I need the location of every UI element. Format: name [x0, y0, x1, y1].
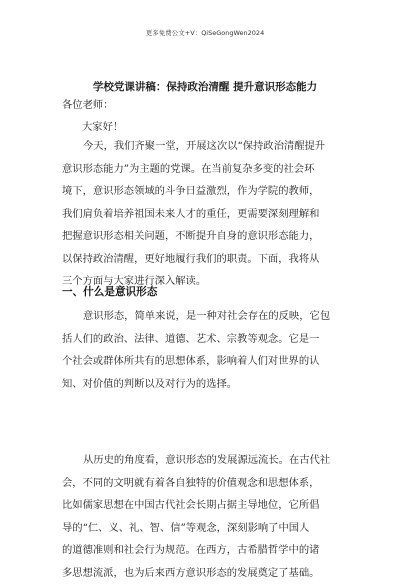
text-line: 把握意识形态相关问题，不断提升自身的意识形态能力， [62, 225, 362, 248]
section-heading: 一、什么是意识形态 [62, 284, 157, 299]
paragraph-history [62, 449, 362, 584]
text-line: 多思想流派，也为后来西方意识形态的发展奠定了基础。 [62, 562, 362, 584]
text-line: 境下，意识形态领域的斗争日益激烈，作为学院的教师， [62, 180, 362, 203]
text-line: 以保持政治清醒，更好地履行我们的职责。下面，我将从 [62, 248, 362, 271]
greeting: 大家好！ [82, 118, 123, 133]
text-line: 今天，我们齐聚一堂，开展这次以“保持政治清醒提升 [62, 135, 362, 158]
text-line: 比如儒家思想在中国古代社会长期占据主导地位，它所倡 [62, 494, 362, 517]
text-line: 三个方面与大家进行深入解读。 [62, 270, 362, 293]
text-line: 意识形态，简单来说，是一种对社会存在的反映，它包 [62, 305, 362, 328]
text-line: 从历史的角度看，意识形态的发展源远流长。在古代社 [62, 449, 362, 472]
salutation: 各位老师： [62, 96, 113, 111]
text-line: 知、对价值的判断以及对行为的选择。 [62, 373, 362, 396]
text-line: 会，不同的文明就有着各自独特的价值观念和思想体系， [62, 472, 362, 495]
header-note: 更多免费公文+V：QiSeGongWen2024 [0, 28, 410, 37]
text-line: 我们肩负着培养祖国未来人才的重任，更需要深刻理解和 [62, 203, 362, 226]
text-line: 的道德准则和社会行为规范。在西方，古希腊哲学中的诸 [62, 539, 362, 562]
text-line: 个社会或群体所共有的思想体系，影响着人们对世界的认 [62, 350, 362, 373]
text-line: 括人们的政治、法律、道德、艺术、宗教等观念。它是一 [62, 328, 362, 351]
paragraph-definition [62, 305, 362, 395]
text-line: 意识形态能力”为主题的党课。在当前复杂多变的社会环 [62, 158, 362, 181]
paragraph-intro [62, 135, 362, 293]
text-line: 导的“仁、义、礼、智、信”等观念，深刻影响了中国人 [62, 517, 362, 540]
document-title: 学校党课讲稿：保持政治清醒 提升意识形态能力 [0, 79, 410, 94]
